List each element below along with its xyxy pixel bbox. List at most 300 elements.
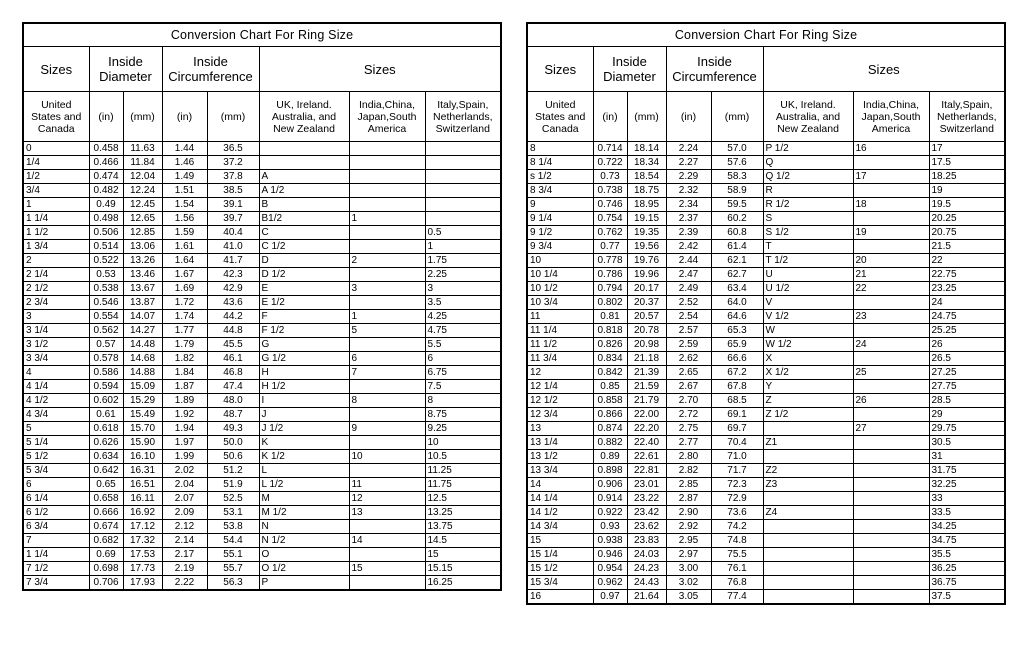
inside-circumference-in-cell: 2.65 xyxy=(666,366,711,380)
india-china-size-cell: 3 xyxy=(349,282,425,296)
inside-circumference-in-cell: 1.44 xyxy=(162,142,207,156)
italy-spain-size-cell: 2.25 xyxy=(425,268,501,282)
italy-spain-size-cell: 9.25 xyxy=(425,422,501,436)
us-canada-size-cell: 1/2 xyxy=(23,170,89,184)
uk-ireland-size-cell: C xyxy=(259,226,349,240)
group-header-sizes-regions: Sizes xyxy=(763,47,1005,92)
inside-circumference-mm-cell: 60.2 xyxy=(711,212,763,226)
inside-circumference-in-cell: 2.32 xyxy=(666,184,711,198)
inside-circumference-in-cell: 2.12 xyxy=(162,520,207,534)
table-row xyxy=(527,492,1005,506)
india-china-size-cell xyxy=(349,198,425,212)
table-row xyxy=(23,226,501,240)
uk-ireland-size-cell: W xyxy=(763,324,853,338)
inside-diameter-mm-cell: 12.85 xyxy=(123,226,162,240)
inside-circumference-mm-cell: 46.1 xyxy=(207,352,259,366)
us-canada-size-cell: 12 1/4 xyxy=(527,380,593,394)
inside-circumference-mm-cell: 41.7 xyxy=(207,254,259,268)
italy-spain-size-cell: 35.5 xyxy=(929,548,1005,562)
italy-spain-size-cell: 36.75 xyxy=(929,576,1005,590)
us-canada-size-cell: 10 3/4 xyxy=(527,296,593,310)
india-china-size-cell: 17 xyxy=(853,170,929,184)
inside-diameter-in-cell: 0.714 xyxy=(593,142,627,156)
us-canada-size-cell: 5 1/4 xyxy=(23,436,89,450)
uk-ireland-size-cell: A 1/2 xyxy=(259,184,349,198)
india-china-size-cell xyxy=(853,506,929,520)
uk-ireland-size-cell: H xyxy=(259,366,349,380)
inside-circumference-in-cell: 2.97 xyxy=(666,548,711,562)
italy-spain-size-cell: 20.25 xyxy=(929,212,1005,226)
col-header-us-canada: United States and Canada xyxy=(527,92,593,142)
inside-diameter-mm-cell: 14.88 xyxy=(123,366,162,380)
inside-circumference-in-cell: 1.46 xyxy=(162,156,207,170)
inside-circumference-mm-cell: 64.6 xyxy=(711,310,763,324)
group-header-inside-diameter: Inside Diameter xyxy=(89,47,162,92)
inside-diameter-mm-cell: 13.26 xyxy=(123,254,162,268)
italy-spain-size-cell: 36.25 xyxy=(929,562,1005,576)
inside-circumference-in-cell: 2.75 xyxy=(666,422,711,436)
italy-spain-size-cell: 31.75 xyxy=(929,464,1005,478)
italy-spain-size-cell: 33 xyxy=(929,492,1005,506)
table-row xyxy=(23,408,501,422)
inside-circumference-mm-cell: 64.0 xyxy=(711,296,763,310)
inside-diameter-mm-cell: 11.63 xyxy=(123,142,162,156)
italy-spain-size-cell: 12.5 xyxy=(425,492,501,506)
inside-diameter-in-cell: 0.634 xyxy=(89,450,123,464)
inside-diameter-in-cell: 0.826 xyxy=(593,338,627,352)
inside-diameter-in-cell: 0.762 xyxy=(593,226,627,240)
inside-circumference-in-cell: 2.42 xyxy=(666,240,711,254)
us-canada-size-cell: 7 xyxy=(23,534,89,548)
inside-circumference-mm-cell: 74.8 xyxy=(711,534,763,548)
india-china-size-cell: 11 xyxy=(349,478,425,492)
inside-diameter-in-cell: 0.506 xyxy=(89,226,123,240)
india-china-size-cell xyxy=(349,408,425,422)
table-row xyxy=(527,478,1005,492)
italy-spain-size-cell: 29 xyxy=(929,408,1005,422)
inside-diameter-mm-cell: 14.48 xyxy=(123,338,162,352)
india-china-size-cell: 12 xyxy=(349,492,425,506)
table-row xyxy=(527,156,1005,170)
inside-circumference-in-cell: 1.54 xyxy=(162,198,207,212)
inside-circumference-mm-cell: 51.2 xyxy=(207,464,259,478)
inside-circumference-in-cell: 1.77 xyxy=(162,324,207,338)
india-china-size-cell xyxy=(853,436,929,450)
inside-diameter-in-cell: 0.882 xyxy=(593,436,627,450)
title-row xyxy=(23,23,501,47)
inside-diameter-mm-cell: 17.73 xyxy=(123,562,162,576)
italy-spain-size-cell xyxy=(425,184,501,198)
table-row xyxy=(527,142,1005,156)
india-china-size-cell xyxy=(853,590,929,605)
inside-circumference-mm-cell: 48.0 xyxy=(207,394,259,408)
india-china-size-cell: 21 xyxy=(853,268,929,282)
italy-spain-size-cell: 8 xyxy=(425,394,501,408)
table-body-left xyxy=(23,142,501,591)
us-canada-size-cell: 5 xyxy=(23,422,89,436)
inside-circumference-in-cell: 3.05 xyxy=(666,590,711,605)
uk-ireland-size-cell: J xyxy=(259,408,349,422)
inside-circumference-in-cell: 2.29 xyxy=(666,170,711,184)
india-china-size-cell xyxy=(349,380,425,394)
uk-ireland-size-cell xyxy=(259,156,349,170)
table-row xyxy=(23,338,501,352)
italy-spain-size-cell xyxy=(425,170,501,184)
table-row xyxy=(527,226,1005,240)
table-row xyxy=(23,436,501,450)
inside-diameter-in-cell: 0.522 xyxy=(89,254,123,268)
inside-diameter-in-cell: 0.674 xyxy=(89,520,123,534)
inside-circumference-mm-cell: 41.0 xyxy=(207,240,259,254)
inside-circumference-in-cell: 1.64 xyxy=(162,254,207,268)
inside-diameter-mm-cell: 20.57 xyxy=(627,310,666,324)
inside-diameter-in-cell: 0.65 xyxy=(89,478,123,492)
uk-ireland-size-cell: U 1/2 xyxy=(763,282,853,296)
inside-diameter-mm-cell: 17.32 xyxy=(123,534,162,548)
uk-ireland-size-cell: Q 1/2 xyxy=(763,170,853,184)
us-canada-size-cell: 7 1/2 xyxy=(23,562,89,576)
table-row xyxy=(23,282,501,296)
italy-spain-size-cell xyxy=(425,212,501,226)
italy-spain-size-cell: 27.25 xyxy=(929,366,1005,380)
table-row xyxy=(527,590,1005,605)
india-china-size-cell xyxy=(349,240,425,254)
inside-diameter-mm-cell: 21.79 xyxy=(627,394,666,408)
india-china-size-cell xyxy=(853,156,929,170)
inside-diameter-mm-cell: 13.67 xyxy=(123,282,162,296)
inside-circumference-in-cell: 3.02 xyxy=(666,576,711,590)
inside-circumference-in-cell: 2.44 xyxy=(666,254,711,268)
inside-diameter-in-cell: 0.962 xyxy=(593,576,627,590)
inside-diameter-mm-cell: 13.87 xyxy=(123,296,162,310)
inside-diameter-mm-cell: 15.49 xyxy=(123,408,162,422)
table-row xyxy=(23,352,501,366)
ring-size-conversion-table-left xyxy=(22,22,502,591)
uk-ireland-size-cell: X xyxy=(763,352,853,366)
inside-circumference-in-cell: 2.72 xyxy=(666,408,711,422)
inside-circumference-mm-cell: 74.2 xyxy=(711,520,763,534)
us-canada-size-cell: 9 xyxy=(527,198,593,212)
uk-ireland-size-cell: C 1/2 xyxy=(259,240,349,254)
italy-spain-size-cell: 18.25 xyxy=(929,170,1005,184)
us-canada-size-cell: 14 1/2 xyxy=(527,506,593,520)
india-china-size-cell xyxy=(853,240,929,254)
india-china-size-cell xyxy=(853,464,929,478)
inside-circumference-in-cell: 2.90 xyxy=(666,506,711,520)
us-canada-size-cell: 13 xyxy=(527,422,593,436)
india-china-size-cell: 7 xyxy=(349,366,425,380)
inside-circumference-mm-cell: 55.7 xyxy=(207,562,259,576)
inside-diameter-in-cell: 0.834 xyxy=(593,352,627,366)
us-canada-size-cell: 6 1/2 xyxy=(23,506,89,520)
inside-circumference-mm-cell: 60.8 xyxy=(711,226,763,240)
inside-circumference-mm-cell: 36.5 xyxy=(207,142,259,156)
inside-diameter-mm-cell: 22.81 xyxy=(627,464,666,478)
us-canada-size-cell: 1 1/4 xyxy=(23,212,89,226)
us-canada-size-cell: 11 1/4 xyxy=(527,324,593,338)
table-row xyxy=(23,184,501,198)
uk-ireland-size-cell: S xyxy=(763,212,853,226)
inside-circumference-mm-cell: 67.2 xyxy=(711,366,763,380)
table-row xyxy=(23,520,501,534)
india-china-size-cell: 8 xyxy=(349,394,425,408)
india-china-size-cell xyxy=(349,436,425,450)
italy-spain-size-cell: 23.25 xyxy=(929,282,1005,296)
us-canada-size-cell: 12 1/2 xyxy=(527,394,593,408)
inside-circumference-in-cell: 1.94 xyxy=(162,422,207,436)
uk-ireland-size-cell: U xyxy=(763,268,853,282)
uk-ireland-size-cell: B1/2 xyxy=(259,212,349,226)
inside-circumference-mm-cell: 69.1 xyxy=(711,408,763,422)
us-canada-size-cell: 14 3/4 xyxy=(527,520,593,534)
inside-circumference-in-cell: 1.69 xyxy=(162,282,207,296)
uk-ireland-size-cell: A xyxy=(259,170,349,184)
inside-circumference-in-cell: 2.95 xyxy=(666,534,711,548)
inside-circumference-mm-cell: 65.9 xyxy=(711,338,763,352)
inside-diameter-in-cell: 0.866 xyxy=(593,408,627,422)
inside-circumference-in-cell: 2.85 xyxy=(666,478,711,492)
inside-circumference-in-cell: 2.54 xyxy=(666,310,711,324)
inside-circumference-mm-cell: 69.7 xyxy=(711,422,763,436)
table-row xyxy=(527,366,1005,380)
inside-diameter-in-cell: 0.85 xyxy=(593,380,627,394)
col-header-uk-ireland: UK, Ireland. Australia, and New Zealand xyxy=(763,92,853,142)
inside-diameter-in-cell: 0.722 xyxy=(593,156,627,170)
india-china-size-cell: 1 xyxy=(349,212,425,226)
inside-circumference-in-cell: 1.84 xyxy=(162,366,207,380)
us-canada-size-cell: 1 xyxy=(23,198,89,212)
inside-diameter-in-cell: 0.546 xyxy=(89,296,123,310)
inside-circumference-in-cell: 3.00 xyxy=(666,562,711,576)
inside-diameter-mm-cell: 17.53 xyxy=(123,548,162,562)
uk-ireland-size-cell: X 1/2 xyxy=(763,366,853,380)
inside-circumference-in-cell: 1.49 xyxy=(162,170,207,184)
inside-diameter-mm-cell: 19.35 xyxy=(627,226,666,240)
group-header-sizes-regions: Sizes xyxy=(259,47,501,92)
italy-spain-size-cell: 3 xyxy=(425,282,501,296)
india-china-size-cell xyxy=(853,576,929,590)
inside-diameter-in-cell: 0.562 xyxy=(89,324,123,338)
india-china-size-cell xyxy=(853,324,929,338)
us-canada-size-cell: 5 1/2 xyxy=(23,450,89,464)
inside-circumference-in-cell: 2.59 xyxy=(666,338,711,352)
inside-diameter-mm-cell: 20.78 xyxy=(627,324,666,338)
inside-diameter-mm-cell: 18.95 xyxy=(627,198,666,212)
table-row xyxy=(527,268,1005,282)
inside-diameter-mm-cell: 18.14 xyxy=(627,142,666,156)
india-china-size-cell: 10 xyxy=(349,450,425,464)
col-header-india-china: India,China, Japan,South America xyxy=(853,92,929,142)
italy-spain-size-cell: 13.25 xyxy=(425,506,501,520)
india-china-size-cell: 26 xyxy=(853,394,929,408)
us-canada-size-cell: 15 1/4 xyxy=(527,548,593,562)
inside-diameter-in-cell: 0.658 xyxy=(89,492,123,506)
uk-ireland-size-cell: H 1/2 xyxy=(259,380,349,394)
uk-ireland-size-cell: Z4 xyxy=(763,506,853,520)
table-row xyxy=(527,576,1005,590)
inside-diameter-in-cell: 0.778 xyxy=(593,254,627,268)
uk-ireland-size-cell: M 1/2 xyxy=(259,506,349,520)
italy-spain-size-cell: 13.75 xyxy=(425,520,501,534)
inside-diameter-mm-cell: 16.11 xyxy=(123,492,162,506)
table-row xyxy=(527,212,1005,226)
inside-diameter-mm-cell: 17.12 xyxy=(123,520,162,534)
inside-diameter-mm-cell: 21.64 xyxy=(627,590,666,605)
inside-diameter-in-cell: 0.466 xyxy=(89,156,123,170)
italy-spain-size-cell: 33.5 xyxy=(929,506,1005,520)
inside-diameter-mm-cell: 22.40 xyxy=(627,436,666,450)
us-canada-size-cell: 14 xyxy=(527,478,593,492)
us-canada-size-cell: 13 1/4 xyxy=(527,436,593,450)
uk-ireland-size-cell: G 1/2 xyxy=(259,352,349,366)
inside-circumference-in-cell: 1.92 xyxy=(162,408,207,422)
italy-spain-size-cell: 6 xyxy=(425,352,501,366)
italy-spain-size-cell xyxy=(425,156,501,170)
chart-title: Conversion Chart For Ring Size xyxy=(527,23,1005,47)
table-row xyxy=(23,478,501,492)
inside-diameter-in-cell: 0.69 xyxy=(89,548,123,562)
india-china-size-cell xyxy=(349,142,425,156)
india-china-size-cell xyxy=(853,184,929,198)
uk-ireland-size-cell: I xyxy=(259,394,349,408)
inside-circumference-in-cell: 2.02 xyxy=(162,464,207,478)
italy-spain-size-cell: 1 xyxy=(425,240,501,254)
inside-circumference-mm-cell: 40.4 xyxy=(207,226,259,240)
col-header-diameter-mm: (mm) xyxy=(123,92,162,142)
inside-diameter-mm-cell: 15.09 xyxy=(123,380,162,394)
italy-spain-size-cell: 16.25 xyxy=(425,576,501,591)
inside-diameter-in-cell: 0.818 xyxy=(593,324,627,338)
table-row xyxy=(527,548,1005,562)
uk-ireland-size-cell: F xyxy=(259,310,349,324)
india-china-size-cell xyxy=(349,184,425,198)
us-canada-size-cell: 1 1/2 xyxy=(23,226,89,240)
uk-ireland-size-cell: S 1/2 xyxy=(763,226,853,240)
uk-ireland-size-cell xyxy=(763,534,853,548)
uk-ireland-size-cell xyxy=(763,422,853,436)
inside-diameter-in-cell: 0.81 xyxy=(593,310,627,324)
us-canada-size-cell: 12 xyxy=(527,366,593,380)
us-canada-size-cell: 3 1/4 xyxy=(23,324,89,338)
table-row xyxy=(527,324,1005,338)
inside-diameter-mm-cell: 23.01 xyxy=(627,478,666,492)
inside-circumference-in-cell: 1.56 xyxy=(162,212,207,226)
uk-ireland-size-cell: L 1/2 xyxy=(259,478,349,492)
us-canada-size-cell: 3 xyxy=(23,310,89,324)
uk-ireland-size-cell: B xyxy=(259,198,349,212)
us-canada-size-cell: 14 1/4 xyxy=(527,492,593,506)
inside-circumference-mm-cell: 73.6 xyxy=(711,506,763,520)
inside-diameter-mm-cell: 16.10 xyxy=(123,450,162,464)
uk-ireland-size-cell: O 1/2 xyxy=(259,562,349,576)
inside-circumference-in-cell: 2.87 xyxy=(666,492,711,506)
india-china-size-cell: 20 xyxy=(853,254,929,268)
inside-circumference-mm-cell: 71.7 xyxy=(711,464,763,478)
inside-diameter-mm-cell: 19.15 xyxy=(627,212,666,226)
inside-diameter-in-cell: 0.946 xyxy=(593,548,627,562)
inside-diameter-in-cell: 0.618 xyxy=(89,422,123,436)
india-china-size-cell xyxy=(349,464,425,478)
us-canada-size-cell: 0 xyxy=(23,142,89,156)
uk-ireland-size-cell: N xyxy=(259,520,349,534)
india-china-size-cell xyxy=(349,520,425,534)
uk-ireland-size-cell: R xyxy=(763,184,853,198)
inside-circumference-in-cell: 2.24 xyxy=(666,142,711,156)
uk-ireland-size-cell: Z3 xyxy=(763,478,853,492)
inside-diameter-in-cell: 0.554 xyxy=(89,310,123,324)
inside-circumference-in-cell: 2.09 xyxy=(162,506,207,520)
inside-circumference-in-cell: 1.79 xyxy=(162,338,207,352)
col-header-circumference-in: (in) xyxy=(162,92,207,142)
inside-circumference-mm-cell: 66.6 xyxy=(711,352,763,366)
india-china-size-cell: 2 xyxy=(349,254,425,268)
inside-diameter-in-cell: 0.938 xyxy=(593,534,627,548)
inside-diameter-mm-cell: 20.17 xyxy=(627,282,666,296)
inside-circumference-mm-cell: 50.0 xyxy=(207,436,259,450)
inside-circumference-mm-cell: 51.9 xyxy=(207,478,259,492)
inside-diameter-in-cell: 0.898 xyxy=(593,464,627,478)
us-canada-size-cell: 4 3/4 xyxy=(23,408,89,422)
group-header-row xyxy=(23,47,501,92)
us-canada-size-cell: 6 1/4 xyxy=(23,492,89,506)
india-china-size-cell: 18 xyxy=(853,198,929,212)
inside-circumference-mm-cell: 65.3 xyxy=(711,324,763,338)
inside-circumference-in-cell: 2.67 xyxy=(666,380,711,394)
india-china-size-cell: 13 xyxy=(349,506,425,520)
inside-circumference-mm-cell: 44.2 xyxy=(207,310,259,324)
us-canada-size-cell: 2 3/4 xyxy=(23,296,89,310)
table-row xyxy=(23,212,501,226)
us-canada-size-cell: 8 3/4 xyxy=(527,184,593,198)
table-row xyxy=(527,408,1005,422)
us-canada-size-cell: 9 3/4 xyxy=(527,240,593,254)
inside-diameter-in-cell: 0.97 xyxy=(593,590,627,605)
uk-ireland-size-cell: N 1/2 xyxy=(259,534,349,548)
us-canada-size-cell: 10 xyxy=(527,254,593,268)
inside-circumference-mm-cell: 76.1 xyxy=(711,562,763,576)
inside-circumference-in-cell: 2.70 xyxy=(666,394,711,408)
table-row xyxy=(23,492,501,506)
india-china-size-cell: 1 xyxy=(349,310,425,324)
inside-circumference-in-cell: 1.67 xyxy=(162,268,207,282)
india-china-size-cell xyxy=(853,534,929,548)
uk-ireland-size-cell: Y xyxy=(763,380,853,394)
inside-circumference-mm-cell: 52.5 xyxy=(207,492,259,506)
india-china-size-cell xyxy=(349,576,425,591)
inside-circumference-mm-cell: 71.0 xyxy=(711,450,763,464)
chart-title: Conversion Chart For Ring Size xyxy=(23,23,501,47)
inside-diameter-in-cell: 0.682 xyxy=(89,534,123,548)
uk-ireland-size-cell: Z2 xyxy=(763,464,853,478)
table-row xyxy=(23,506,501,520)
inside-diameter-in-cell: 0.666 xyxy=(89,506,123,520)
table-row xyxy=(527,352,1005,366)
india-china-size-cell xyxy=(853,478,929,492)
inside-circumference-mm-cell: 50.6 xyxy=(207,450,259,464)
us-canada-size-cell: 11 xyxy=(527,310,593,324)
inside-circumference-mm-cell: 49.3 xyxy=(207,422,259,436)
inside-diameter-mm-cell: 18.54 xyxy=(627,170,666,184)
inside-diameter-in-cell: 0.842 xyxy=(593,366,627,380)
us-canada-size-cell: 9 1/2 xyxy=(527,226,593,240)
inside-diameter-mm-cell: 12.24 xyxy=(123,184,162,198)
column-header-row xyxy=(527,92,1005,142)
inside-circumference-mm-cell: 58.3 xyxy=(711,170,763,184)
ring-size-conversion-table-right xyxy=(526,22,1006,605)
italy-spain-size-cell: 27.75 xyxy=(929,380,1005,394)
us-canada-size-cell: 13 1/2 xyxy=(527,450,593,464)
inside-circumference-in-cell: 1.59 xyxy=(162,226,207,240)
